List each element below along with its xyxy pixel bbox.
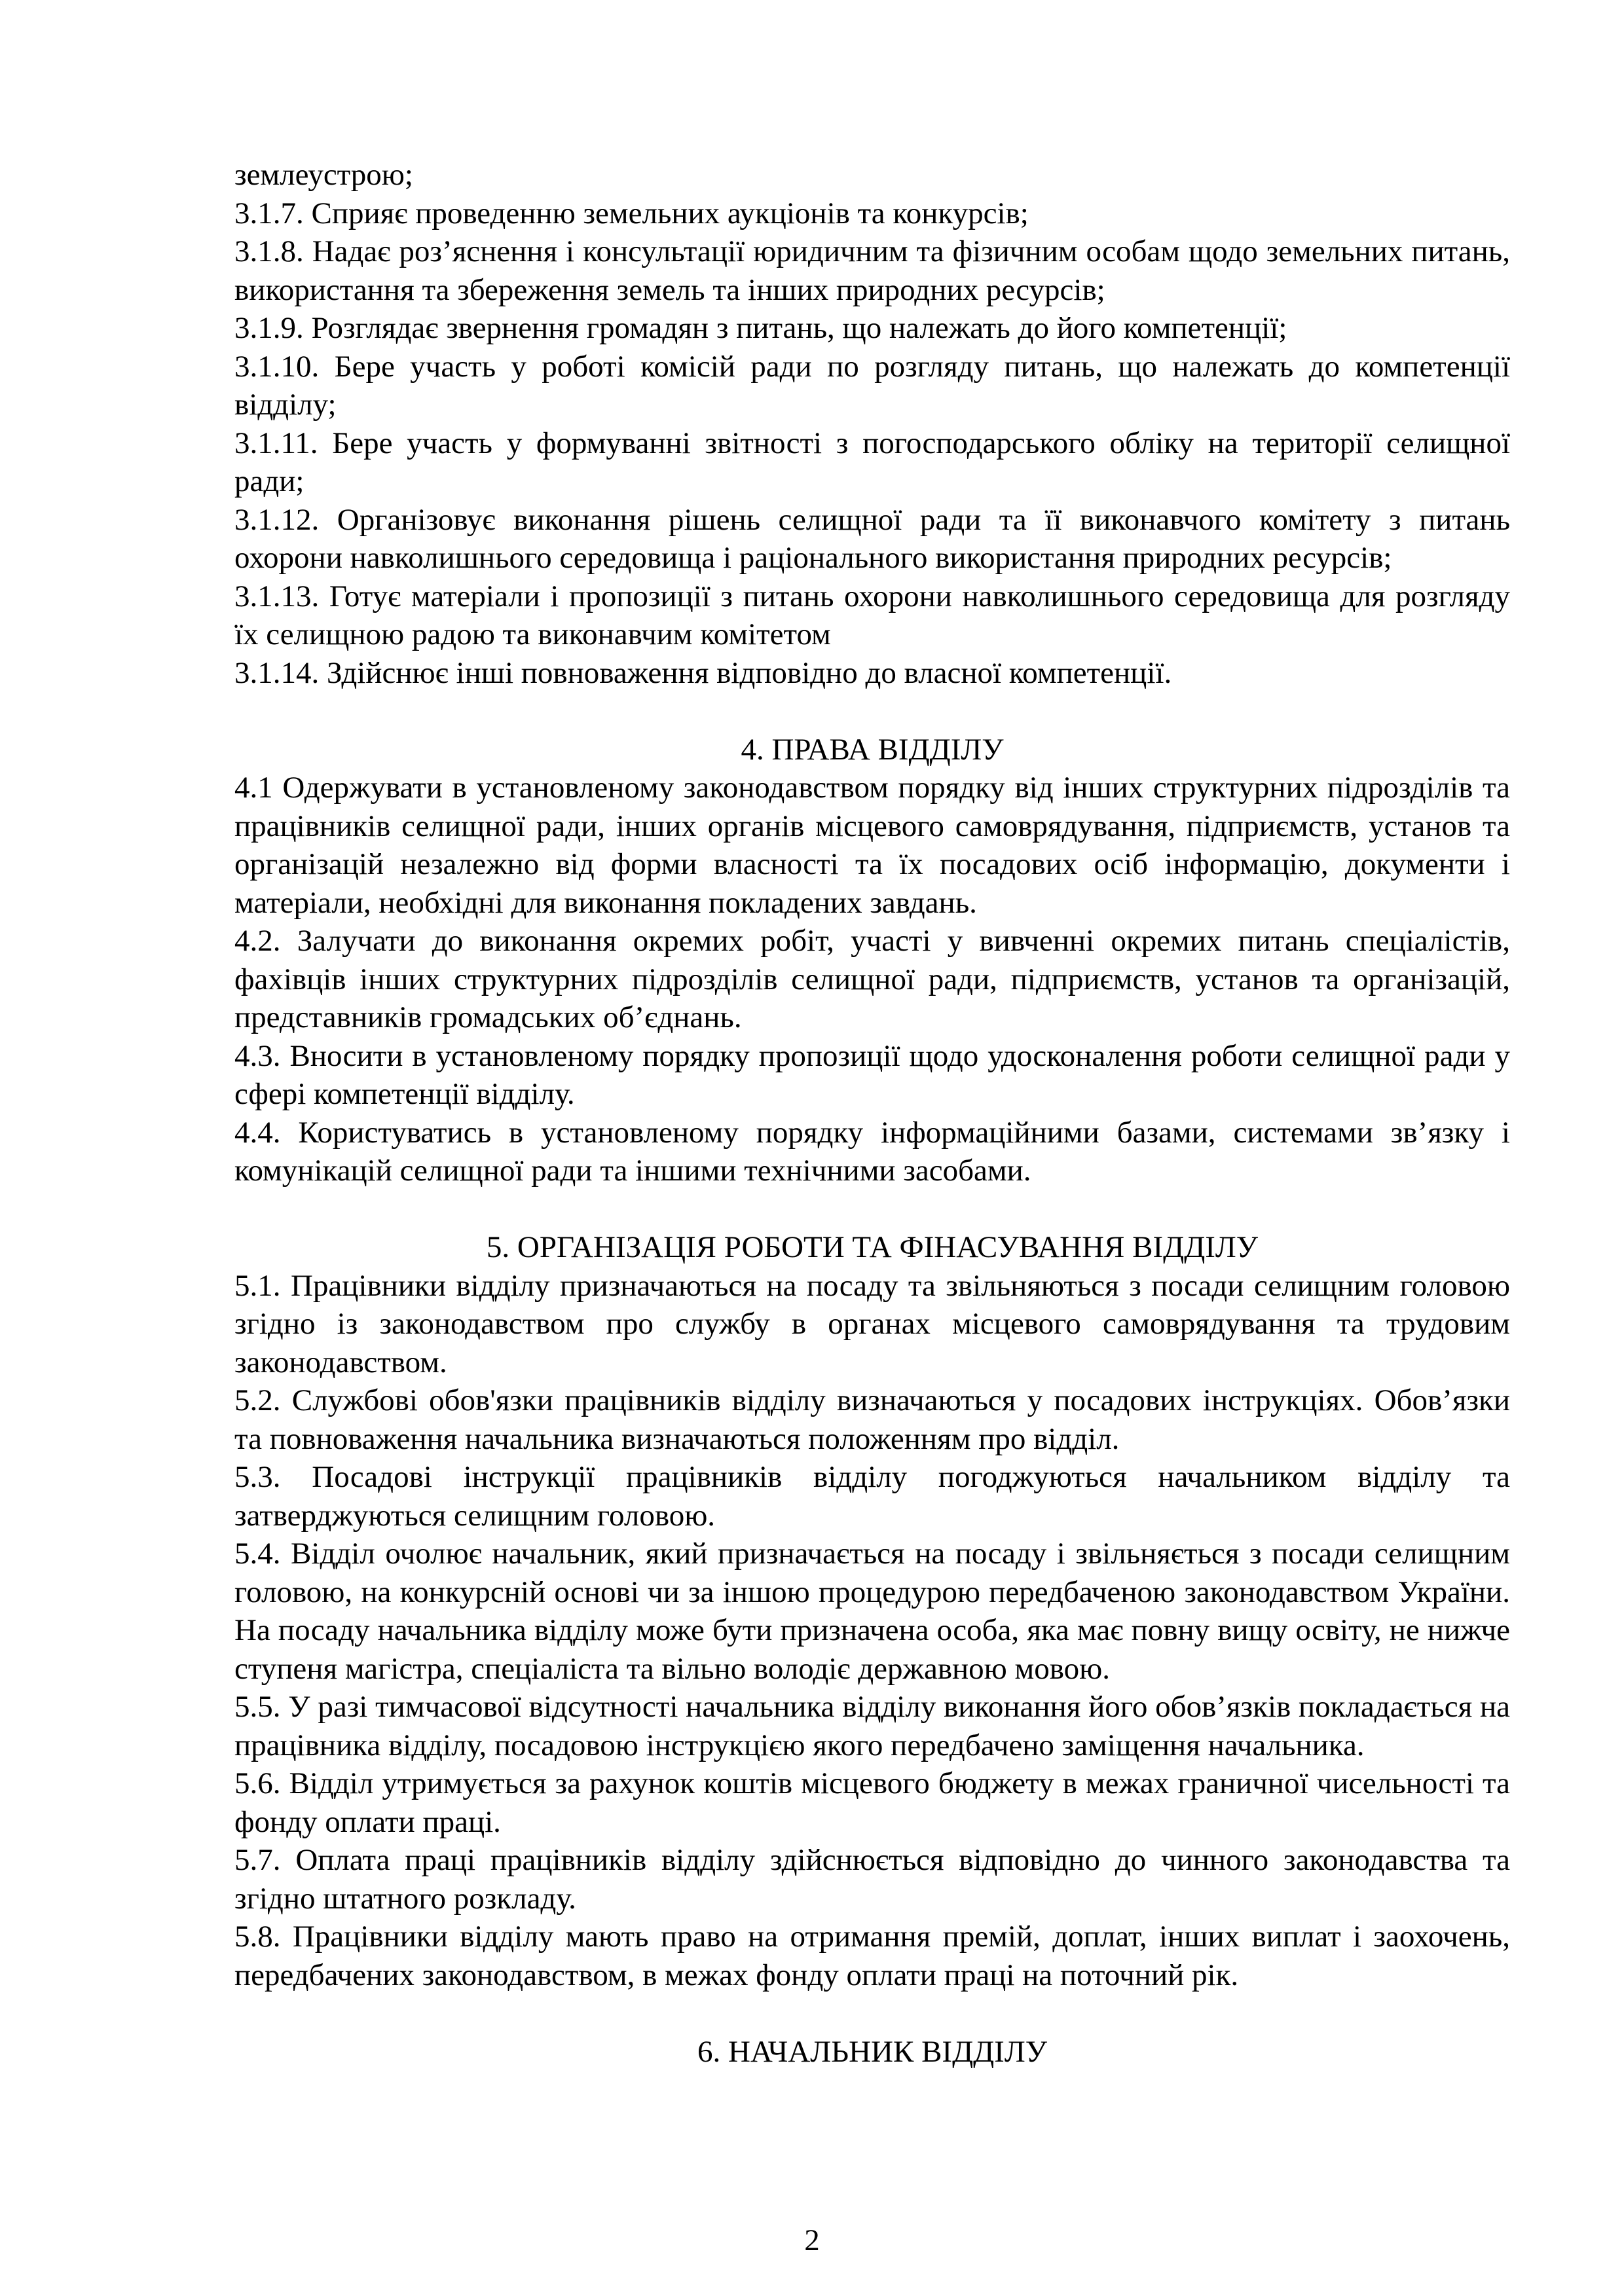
paragraph-3-1-10: 3.1.10. Бере участь у роботі комісій ради по розгляду питань, що належать до компетенції відділу; [234,349,1510,422]
section-heading-head: 6. НАЧАЛЬНИК ВІДДІЛУ [697,2034,1047,2069]
paragraph-3-1-13: 3.1.13. Готує матеріали і пропозиції з питань охорони навколишнього середовища для розгляду їх селищною радою та виконавчим комітетом [234,579,1510,651]
document-body [234,156,1510,2071]
page-number: 2 [804,2223,820,2257]
paragraph-5-8: 5.8. Працівники відділу мають право на отримання премій, доплат, інших виплат і заохочень, передбачених законодавством, в межах фонду оплати праці на поточний рік. [234,1920,1510,1992]
paragraph-5-4: 5.4. Відділ очолює начальник, який призначається на посаду і звільняється з посади селищним головою, на конкурсній основі чи за іншою процедурою передбаченою законодавством України. На посаду начальника відділу може бути призначена особа, яка має повну вищу освіту, не нижче ступеня магістра, спеціаліста та вільно володіє державною мовою. [234,1537,1510,1686]
paragraph-4-1: 4.1 Одержувати в установленому законодавством порядку від інших структурних підрозділів та працівників селищної ради, інших органів місцевого самоврядування, підприємств, установ та організацій незалежно від форми власності та їх посадових осіб інформацію, документи і матеріали, необхідні для виконання покладених завдань. [234,771,1510,920]
paragraph-3-1-7: 3.1.7. Сприяє проведенню земельних аукціонів та конкурсів; [234,196,1029,230]
paragraph-5-5: 5.5. У разі тимчасової відсутності начальника відділу виконання його обов’язків покладається на працівника відділу, посадовою інструкцією якого передбачено заміщення начальника. [234,1690,1510,1762]
paragraph-3-1-14: 3.1.14. Здійснює інші повноваження відповідно до власної компетенції. [234,655,1172,690]
paragraph-3-1-12: 3.1.12. Організовує виконання рішень селищної ради та її виконавчого комітету з питань охорони навколишнього середовища і раціонального використання природних ресурсів; [234,502,1510,575]
paragraph-5-2: 5.2. Службові обов'язки працівників відділу визначаються у посадових інструкціях. Обов’язки та повноваження начальника визначаються положенням про відділ. [234,1383,1510,1456]
paragraph-continuation: землеустрою; [234,158,413,192]
section-heading-organization: 5. ОРГАНІЗАЦІЯ РОБОТИ ТА ФІНАСУВАННЯ ВІДДІЛУ [486,1230,1259,1264]
section-heading-rights: 4. ПРАВА ВІДДІЛУ [741,732,1004,767]
paragraph-5-3: 5.3. Посадові інструкції працівників відділу погоджуються начальником відділу та затверджуються селищним головою. [234,1460,1510,1533]
paragraph-3-1-9: 3.1.9. Розглядає звернення громадян з питань, що належать до його компетенції; [234,311,1287,345]
paragraph-4-4: 4.4. Користуватись в установленому порядку інформаційними базами, системами зв’язку і комунікацій селищної ради та іншими технічними засобами. [234,1115,1510,1188]
paragraph-3-1-11: 3.1.11. Бере участь у формуванні звітності з погосподарського обліку на території селищної ради; [234,426,1510,498]
paragraph-5-1: 5.1. Працівники відділу призначаються на посаду та звільняються з посади селищним головою згідно із законодавством про службу в органах місцевого самоврядування та трудовим законодавством. [234,1268,1510,1379]
paragraph-4-2: 4.2. Залучати до виконання окремих робіт, участі у вивченні окремих питань спеціалістів, фахівців інших структурних підрозділів селищної ради, підприємств, установ та організацій, представників громадських об’єднань. [234,924,1510,1034]
paragraph-5-7: 5.7. Оплата праці працівників відділу здійснюється відповідно до чинного законодавства та згідно штатного розкладу. [234,1843,1510,1916]
paragraph-5-6: 5.6. Відділ утримується за рахунок коштів місцевого бюджету в межах граничної чисельності та фонду оплати праці. [234,1766,1510,1839]
paragraph-4-3: 4.3. Вносити в установленому порядку пропозиції щодо удосконалення роботи селищної ради у сфері компетенції відділу. [234,1038,1510,1111]
paragraph-3-1-8: 3.1.8. Надає роз’яснення і консультації юридичним та фізичним особам щодо земельних питань, використання та збереження земель та інших природних ресурсів; [234,234,1510,307]
